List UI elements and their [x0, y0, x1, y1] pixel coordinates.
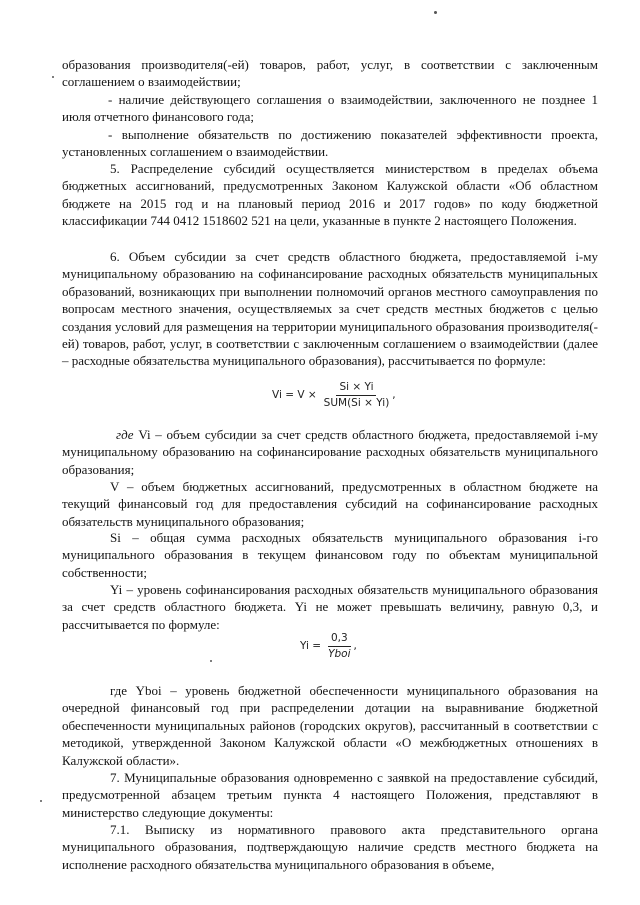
formula-cofinancing-level	[300, 632, 357, 661]
paragraph-item-7: 7. Муниципальные образования одновременно с заявкой на предоставление субсидий, предусмотренной абзацем третьим пункта 4 настоящего Положения, представляют в министерство следующие документы:	[62, 770, 598, 820]
scan-speck	[210, 660, 212, 662]
paragraph-definition-yi: Yi – уровень софинансирования расходных обязательств муниципального образования за счет средств областного бюджета. Yi не может превышать величину, равную 0,3, и рассчитывается по формуле:	[62, 582, 598, 632]
formula-lhs: Vi = V ×	[272, 388, 317, 401]
definition-lead: где	[116, 427, 134, 442]
formula-subsidy-volume	[272, 381, 396, 410]
scan-speck	[434, 11, 437, 14]
formula-lhs: Yi =	[300, 639, 322, 652]
formula-denominator: Yboi	[328, 648, 351, 660]
paragraph-item-5: 5. Распределение субсидий осуществляется министерством в пределах объема бюджетных ассигнований, предусмотренных Законом Калужской области «Об областном бюджете на 2015 год и на плановый период 2016 и 2017 годов» по коду бюджетной классификации 744 0412 1518602 521 на цели, указанные в пункте 2 настоящего Положения.	[62, 161, 598, 229]
paragraph-definition-v: V – объем бюджетных ассигнований, предусмотренных в областном бюджете на текущий финансовый год для предоставления субсидий на софинансирование расходных обязательств муниципального образования;	[62, 479, 598, 529]
paragraph-condition-agreement: - наличие действующего соглашения о взаимодействии, заключенного не позднее 1 июля отчетного финансового года;	[62, 92, 598, 125]
formula-fraction	[321, 381, 396, 410]
paragraph-item-6: 6. Объем субсидии за счет средств областного бюджета, предоставляемой i-му муниципальному образованию на софинансирование расходных обязательств муниципальных образований, возникающих при выполнении полномочий органов местного самоуправления по вопросам местного значения, осуществляемых за счет средств местных бюджетов с целью создания условий для размещения на территории муниципального образования производителя(-ей) товаров, работ, услуг, в соответствии с заключенным соглашением о взаимодействии (далее – расходные обязательства муниципального образования), рассчитывается по формуле:	[62, 249, 598, 369]
formula-trail: ,	[353, 639, 357, 652]
paragraph-item-7-1: 7.1. Выписку из нормативного правового акта представительного органа муниципального образования, подтверждающую наличие средств местного бюджета на исполнение расходного обязательства муниципального образования в объеме,	[62, 822, 598, 872]
formula-numerator: Si × Yi	[336, 381, 376, 396]
paragraph-definition-vi	[62, 426, 598, 478]
formula-fraction	[325, 632, 353, 661]
scan-speck	[40, 800, 42, 802]
definition-text: Vi – объем субсидии за счет средств областного бюджета, предоставляемой i-му муниципальному образованию на софинансирование расходных обязательств муниципального образования;	[62, 427, 598, 477]
formula-trail: ,	[392, 388, 396, 401]
paragraph-continuation: образования производителя(-ей) товаров, работ, услуг, в соответствии с заключенным соглашением о взаимодействии;	[62, 57, 598, 90]
paragraph-definition-yboi: где Yboi – уровень бюджетной обеспеченности муниципального образования на очередной финансовый год при распределении дотации на выравнивание бюджетной обеспеченности муниципальных районов (городских округов), рассчитанный в соответствии с методикой, утвержденной Законом Калужской области «О межбюджетных отношениях в Калужской области».	[62, 683, 598, 768]
formula-numerator: 0,3	[328, 632, 351, 647]
formula-denominator: SUM(Si × Yi)	[323, 397, 390, 409]
scan-speck	[52, 76, 54, 78]
paragraph-condition-obligations: - выполнение обязательств по достижению показателей эффективности проекта, установленных соглашением о взаимодействии.	[62, 127, 598, 160]
paragraph-definition-si: Si – общая сумма расходных обязательств муниципального образования i-го муниципального образования в текущем финансовом году по объектам муниципальной собственности;	[62, 530, 598, 580]
